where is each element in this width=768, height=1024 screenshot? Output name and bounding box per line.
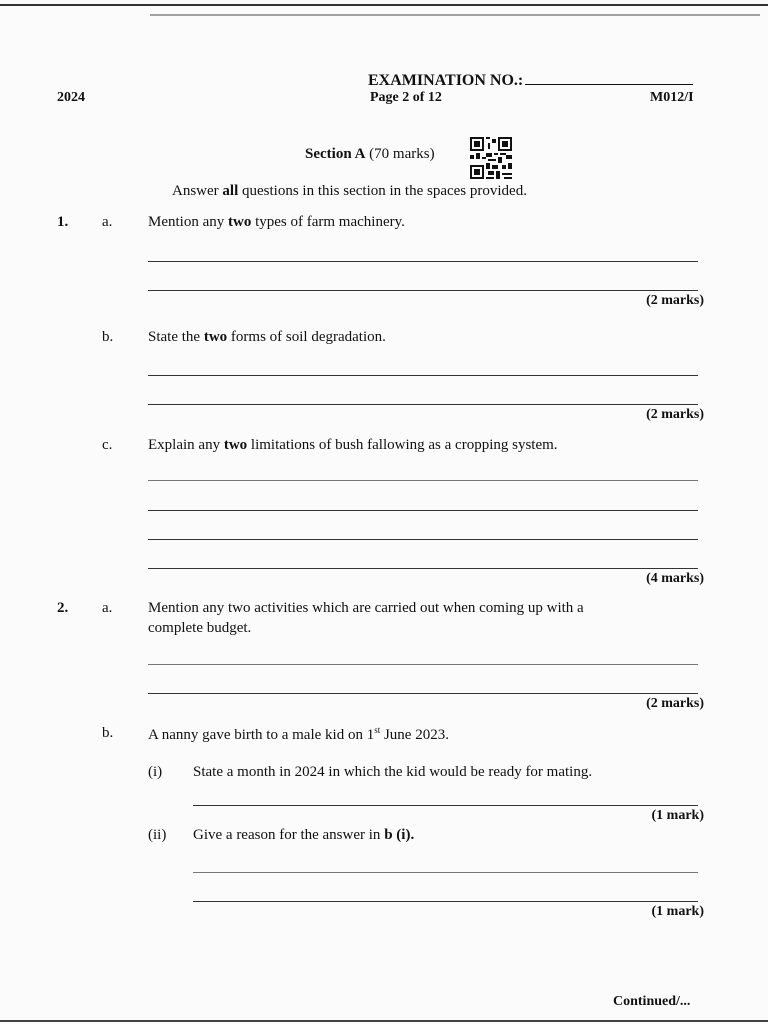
marks-label: (2 marks) — [646, 407, 704, 422]
answer-line[interactable] — [148, 375, 698, 376]
q-text-rest: limitations of bush fallowing as a cropping system. — [247, 437, 558, 453]
question-2b-text — [148, 725, 449, 744]
answer-line[interactable] — [193, 901, 698, 902]
instructions-text: Answer — [172, 183, 223, 199]
section-title: Section A — [305, 146, 366, 162]
q-text-rest: June 2023. — [380, 727, 449, 743]
answer-line[interactable] — [148, 480, 698, 481]
subpart-label: (ii) — [148, 827, 167, 843]
answer-line[interactable] — [148, 510, 698, 511]
part-label: a. — [102, 600, 113, 616]
q-text: State the — [148, 329, 204, 345]
answer-line[interactable] — [148, 664, 698, 665]
paper-code: M012/I — [650, 90, 694, 105]
question-number: 2. — [57, 600, 69, 616]
marks-label: (2 marks) — [646, 293, 704, 308]
question-2a-text-line2: complete budget. — [148, 620, 252, 636]
examination-number — [368, 70, 693, 90]
q-emphasis: two — [228, 214, 252, 230]
answer-line[interactable] — [148, 693, 698, 694]
question-1b-text — [148, 329, 386, 346]
instructions-text-rest: questions in this section in the spaces provided. — [238, 183, 527, 199]
answer-line[interactable] — [193, 872, 698, 873]
part-label: c. — [102, 437, 113, 453]
marks-label: (2 marks) — [646, 696, 704, 711]
exam-year: 2024 — [57, 90, 85, 105]
ordinal-suffix: st — [374, 725, 381, 735]
answer-line[interactable] — [148, 290, 698, 291]
section-marks: (70 marks) — [369, 146, 435, 162]
q-text: A nanny gave birth to a male kid on 1 — [148, 727, 375, 743]
answer-line[interactable] — [148, 568, 698, 569]
examination-number-label: EXAMINATION NO.: — [368, 72, 524, 89]
scan-artifact-line — [150, 14, 760, 16]
q-text: Mention any — [148, 214, 228, 230]
qr-code-icon — [470, 137, 512, 179]
subpart-label: (i) — [148, 764, 163, 780]
scan-border-top — [0, 4, 768, 6]
question-2a-text-line1: Mention any two activities which are carried out when coming up with a — [148, 600, 584, 616]
question-2b-ii-text — [193, 827, 414, 844]
q-emphasis: two — [223, 437, 248, 453]
q-text-rest: types of farm machinery. — [251, 214, 405, 230]
question-number: 1. — [57, 214, 69, 230]
marks-label: (1 mark) — [651, 808, 704, 823]
instructions-emphasis: all — [222, 183, 239, 199]
answer-line[interactable] — [148, 404, 698, 405]
page-number: Page 2 of 12 — [370, 90, 442, 105]
answer-line[interactable] — [193, 805, 698, 806]
question-1a-text — [148, 214, 405, 231]
answer-line[interactable] — [148, 261, 698, 262]
scan-border-bottom — [0, 1020, 768, 1022]
part-label: a. — [102, 214, 113, 230]
part-label: b. — [102, 725, 114, 741]
answer-line[interactable] — [148, 539, 698, 540]
continued-footer: Continued/... — [613, 994, 691, 1009]
question-2b-i-text: State a month in 2024 in which the kid would be ready for mating. — [193, 764, 593, 780]
q-text-rest: forms of soil degradation. — [227, 329, 386, 345]
section-instructions — [172, 183, 527, 200]
q-emphasis: b (i). — [384, 827, 415, 843]
part-label: b. — [102, 329, 114, 345]
q-text: Give a reason for the answer in — [193, 827, 385, 843]
question-1c-text — [148, 437, 558, 454]
section-heading — [305, 146, 435, 163]
examination-number-blank[interactable] — [525, 70, 693, 85]
marks-label: (1 mark) — [651, 904, 704, 919]
marks-label: (4 marks) — [646, 571, 704, 586]
q-text: Explain any — [148, 437, 224, 453]
q-emphasis: two — [203, 329, 228, 345]
